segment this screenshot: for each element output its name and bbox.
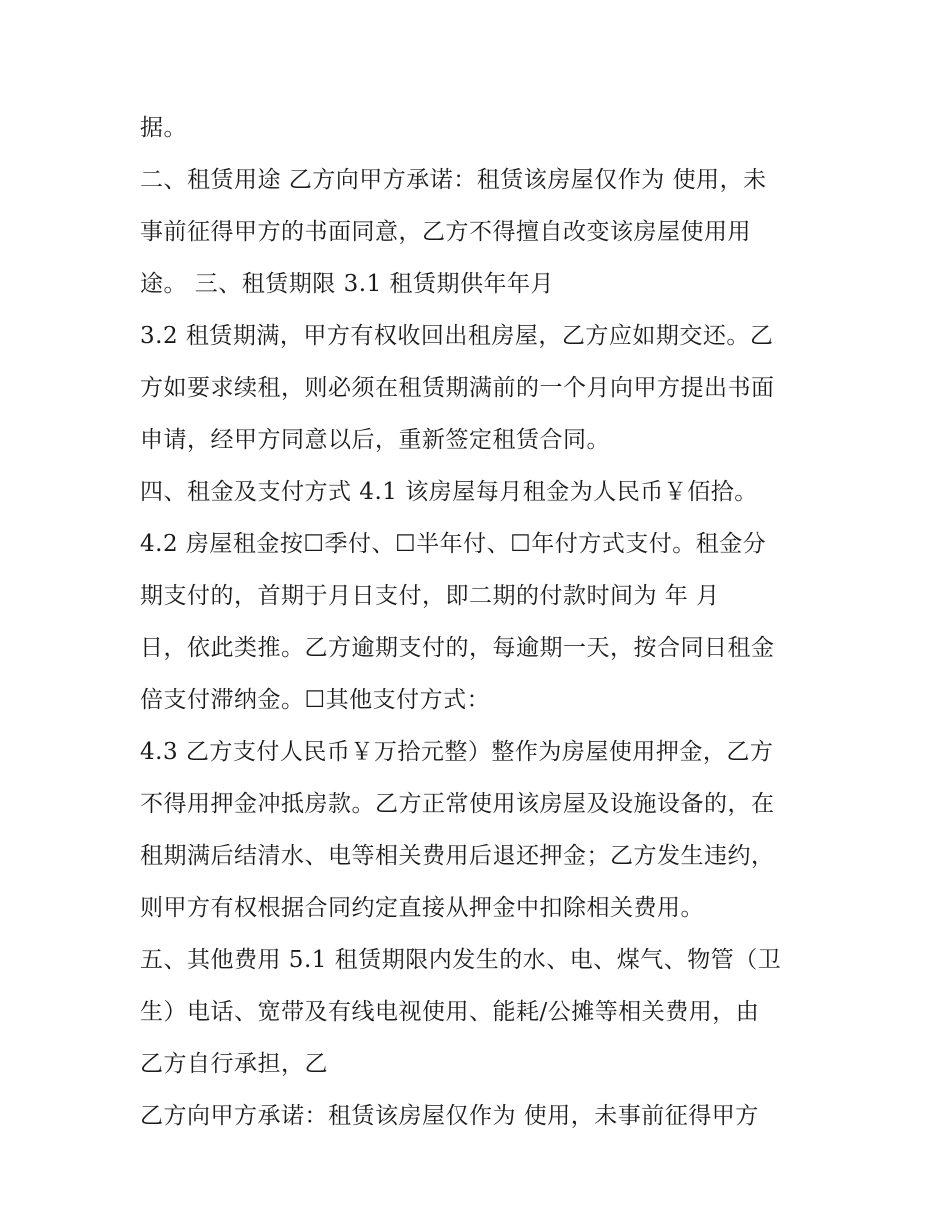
text-line: 期支付的，首期于月日支付，即二期的付款时间为 年 月 [140,583,720,609]
text-line: 事前征得甲方的书面同意，乙方不得擅自改变该房屋使用用 [140,219,751,245]
text-line: 日，依此类推。乙方逾期支付的，每逾期一天，按合同日租金 [140,635,775,661]
text-line: 倍支付滞纳金。☐其他支付方式： [140,687,491,713]
text-line: 乙方自行承担，乙 [140,1051,328,1077]
text-line: 据。 [140,115,187,141]
text-line: 4.2 房屋租金按☐季付、☐半年付、☐年付方式支付。租金分 [140,531,767,557]
text-line: 乙方向甲方承诺：租赁该房屋仅作为 使用，未事前征得甲方 [140,1103,759,1129]
text-line: 五、其他费用 5.1 租赁期限内发生的水、电、煤气、物管（卫 [140,947,782,973]
text-line: 方如要求续租，则必须在租赁期满前的一个月向甲方提出书面 [140,375,775,401]
text-line: 4.3 乙方支付人民币￥万拾元整）整作为房屋使用押金，乙方 [140,739,774,765]
text-line: 生）电话、宽带及有线电视使用、能耗/公摊等相关费用，由 [140,999,760,1025]
text-line: 四、租金及支付方式 4.1 该房屋每月租金为人民币￥佰拾。 [140,479,758,505]
text-line: 租期满后结清水、电等相关费用后退还押金；乙方发生违约， [140,843,775,869]
text-line: 二、租赁用途 乙方向甲方承诺：租赁该房屋仅作为 使用，未 [140,167,767,193]
text-line: 途。 三、租赁期限 3.1 租赁期供年年月 [140,271,555,297]
text-line: 则甲方有权根据合同约定直接从押金中扣除相关费用。 [140,895,704,921]
text-line: 3.2 租赁期满，甲方有权收回出租房屋，乙方应如期交还。乙 [140,323,774,349]
text-line: 申请，经甲方同意以后，重新签定租赁合同。 [140,427,610,453]
contract-body-text [140,108,820,1148]
text-line: 不得用押金冲抵房款。乙方正常使用该房屋及设施设备的，在 [140,791,775,817]
